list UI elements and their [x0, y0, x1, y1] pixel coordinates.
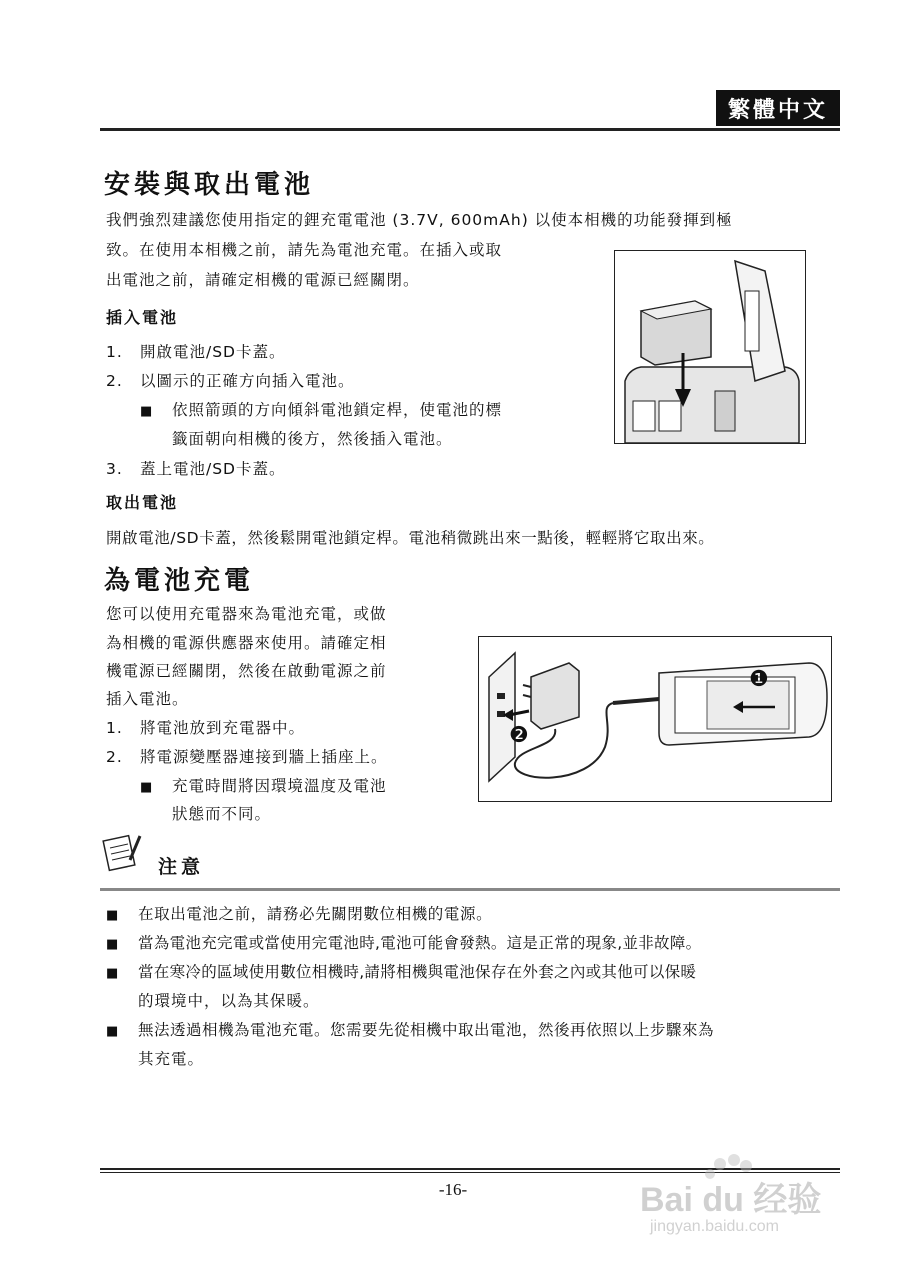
- camera-battery-figure: [614, 250, 806, 444]
- charger-illustration: [479, 637, 831, 801]
- insert-step-1: [106, 338, 286, 366]
- intro-line-2: 致。在使用本相機之前，請先為電池充電。在插入或取: [106, 241, 503, 259]
- sub-bullet-line-2: 籤面朝向相機的後方，然後插入電池。: [172, 430, 453, 448]
- step-number: 3.: [106, 460, 123, 478]
- header-rule: [100, 128, 840, 131]
- note-item-4-line-2: 其充電。: [138, 1050, 205, 1068]
- charge-step-1: [106, 714, 305, 742]
- charge-sub-bullet-line-1: 充電時間將因環境溫度及電池: [172, 777, 387, 795]
- square-bullet-icon: ■: [106, 908, 119, 923]
- insert-sub-bullet: [140, 396, 502, 426]
- camera-illustration: [615, 251, 805, 443]
- square-bullet-icon: ■: [106, 937, 119, 952]
- insert-step-2: [106, 367, 355, 395]
- insert-battery-title: 插入電池: [106, 308, 179, 327]
- square-bullet-icon: ■: [106, 1024, 119, 1039]
- note-item-4: [106, 1016, 714, 1046]
- square-bullet-icon: ■: [106, 966, 119, 981]
- remove-battery-title: 取出電池: [106, 493, 179, 512]
- callout-1-icon: ❶: [749, 667, 769, 692]
- notepad-icon: [100, 830, 144, 874]
- note-item-2: [106, 929, 701, 959]
- square-bullet-icon: ■: [140, 404, 154, 419]
- language-tab: 繁體中文: [716, 90, 840, 126]
- charge-sub-bullet: [140, 772, 387, 802]
- charge-step-2: [106, 743, 388, 771]
- watermark-brand: Bai du 经验: [640, 1181, 822, 1219]
- note-item-text: 無法透過相機為電池充電。您需要先從相機中取出電池，然後再依照以上步驟來為: [138, 1021, 715, 1039]
- insert-step-3: [106, 455, 286, 483]
- charge-intro-line-4: 插入電池。: [106, 690, 189, 708]
- note-item-3-line-2: 的環境中，以為其保暖。: [138, 992, 320, 1010]
- baidu-watermark: [640, 1150, 870, 1250]
- note-item-text: 當在寒冷的區域使用數位相機時,請將相機與電池保存在外套之內或其他可以保暖: [138, 963, 697, 981]
- note-rule: [100, 888, 840, 891]
- charger-figure: [478, 636, 832, 802]
- note-title: 注意: [158, 856, 205, 878]
- step-number: 1.: [106, 343, 123, 361]
- step-text: 以圖示的正確方向插入電池。: [140, 372, 355, 390]
- intro-line-3: 出電池之前，請確定相機的電源已經關閉。: [106, 271, 420, 289]
- note-item-3: [106, 958, 696, 988]
- note-item-1: [106, 900, 492, 930]
- step-text: 將電源變壓器連接到牆上插座上。: [140, 748, 388, 766]
- square-bullet-icon: ■: [140, 780, 154, 795]
- section-title-install-battery: 安裝與取出電池: [104, 170, 315, 200]
- charge-intro-line-3: 機電源已經關閉，然後在啟動電源之前: [106, 662, 387, 680]
- step-number: 2.: [106, 372, 123, 390]
- sub-bullet-line-1: 依照箭頭的方向傾斜電池鎖定桿，使電池的標: [172, 401, 503, 419]
- note-item-text: 當為電池充完電或當使用完電池時,電池可能會發熱。這是正常的現象,並非故障。: [138, 934, 702, 952]
- charge-sub-bullet-line-2: 狀態而不同。: [172, 805, 272, 823]
- step-text: 蓋上電池/SD卡蓋。: [140, 460, 286, 478]
- step-number: 1.: [106, 719, 123, 737]
- watermark-url: jingyan.baidu.com: [650, 1218, 779, 1235]
- note-item-text: 在取出電池之前，請務必先關閉數位相機的電源。: [138, 905, 493, 923]
- step-number: 2.: [106, 748, 123, 766]
- intro-line-1: 我們強烈建議您使用指定的鋰充電電池 (3.7V, 600mAh) 以使本相機的功能發揮到極: [106, 211, 733, 229]
- page-number: -16-: [438, 1180, 468, 1199]
- charge-intro-line-1: 您可以使用充電器來為電池充電，或做: [106, 605, 387, 623]
- step-text: 將電池放到充電器中。: [140, 719, 306, 737]
- remove-battery-text: 開啟電池/SD卡蓋，然後鬆開電池鎖定桿。電池稍微跳出來一點後，輕輕將它取出來。: [106, 529, 715, 547]
- charge-intro-line-2: 為相機的電源供應器來使用。請確定相: [106, 634, 387, 652]
- step-text: 開啟電池/SD卡蓋。: [140, 343, 286, 361]
- callout-2-icon: ❷: [509, 723, 529, 748]
- section-title-charge-battery: 為電池充電: [104, 566, 255, 596]
